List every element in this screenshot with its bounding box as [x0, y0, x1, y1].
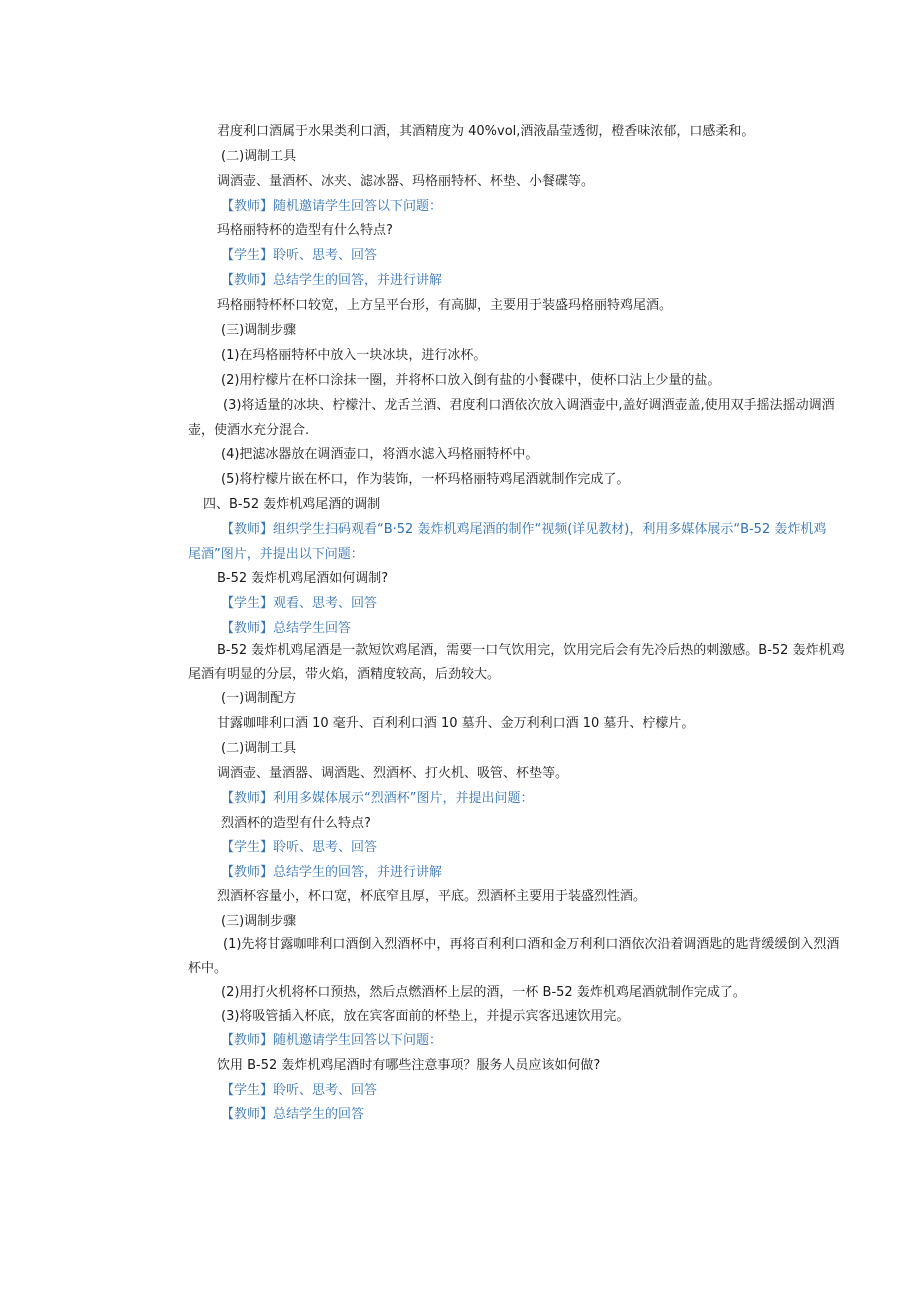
student-response: 【学生】聆听、思考、回答 [221, 1083, 378, 1098]
teacher-prompt: 【教师】随机邀请学生回答以下问题： [221, 1033, 443, 1048]
question-line: B-52 轰炸机鸡尾酒如何调制? [217, 571, 389, 586]
step-line: (2)用打火机将杯口预热，然后点燃酒杯上层的酒，一杯 B-52 轰炸机鸡尾酒就制作完成了。 [221, 985, 746, 1000]
teacher-prompt: 【教师】总结学生的回答，并进行讲解 [221, 273, 443, 288]
step-line: (1)在玛格丽特杯中放入一块冰块，进行冰杯。 [221, 348, 487, 363]
step-line: (2)用柠檬片在杯口涂抹一圈，并将杯口放入倒有盐的小餐碟中，使杯口沾上少量的盐。 [221, 373, 721, 388]
teacher-prompt: 【教师】利用多媒体展示“烈酒杯”图片，并提出问题： [221, 791, 534, 806]
step-line-continued: 杯中。 [188, 961, 228, 976]
section-heading: (一)调制配方 [221, 691, 297, 706]
paragraph-line: 调酒壶、量酒杯、冰夹、滤冰器、玛格丽特杯、杯垫、小餐碟等。 [217, 174, 595, 189]
step-line: (5)将柠檬片嵌在杯口，作为装饰，一杯玛格丽特鸡尾酒就制作完成了。 [221, 472, 630, 487]
teacher-prompt: 【教师】组织学生扫码观看“B·52 轰炸机鸡尾酒的制作“视频(详见教材)，利用多媒体展示“B-52 轰炸机鸡 [221, 522, 827, 537]
question-line: 玛格丽特杯的造型有什么特点? [217, 223, 393, 238]
paragraph-line: 烈酒杯容量小，杯口宽，杯底窄且厚，平底。烈酒杯主要用于装盛烈性酒。 [217, 889, 647, 904]
section-heading: (三)调制步骤 [221, 914, 297, 929]
step-line: (3)将吸管插入杯底，放在宾客面前的杯垫上，并提示宾客迅速饮用完。 [221, 1009, 630, 1024]
section-heading: (二)调制工具 [221, 149, 297, 164]
paragraph-line: 甘露咖啡利口酒 10 毫升、百利利口酒 10 墓升、金万利利口酒 10 墓升、柠檬片。 [217, 716, 695, 731]
teacher-prompt: 【教师】总结学生回答 [221, 621, 352, 636]
step-line: (1)先将甘露咖啡利口酒倒入烈酒杯中，再将百利利口酒和金万利利口酒依次沿着调酒匙的匙背缓缓倒入烈酒 [223, 937, 840, 952]
teacher-prompt: 【教师】随机邀请学生回答以下问题： [221, 199, 443, 214]
teacher-prompt-continued: 尾酒”图片，并提出以下问题： [188, 547, 364, 562]
step-line: (3)将适量的冰块、柠檬汁、龙舌兰酒、君度利口酒依次放入调酒壶中,盖好调酒壶盖,使用双手摇法摇动调酒 [223, 398, 835, 413]
student-response: 【学生】观看、思考、回答 [221, 596, 378, 611]
chapter-heading: 四、B-52 轰炸机鸡尾酒的调制 [203, 497, 381, 512]
paragraph-line: 玛格丽特杯杯口较宽，上方呈平台形，有高脚，主要用于装盛玛格丽特鸡尾酒。 [217, 298, 673, 313]
student-response: 【学生】聆听、思考、回答 [221, 248, 378, 263]
paragraph-line: B-52 轰炸机鸡尾酒是一款短饮鸡尾酒，需要一口气饮用完，饮用完后会有先冷后热的刺激感。B-52 轰炸机鸡 [217, 643, 845, 658]
paragraph-line-continued: 尾酒有明显的分层，带火焰，酒精度较高，后劲较大。 [188, 667, 501, 682]
question-line: 烈酒杯的造型有什么特点? [221, 816, 371, 831]
step-line-continued: 壶，使酒水充分混合. [188, 423, 310, 438]
step-line: (4)把滤冰器放在调酒壶口，将酒水滤入玛格丽特杯中。 [221, 447, 539, 462]
paragraph-line: 调酒壶、量酒器、调酒匙、烈酒杯、打火机、吸管、杯垫等。 [217, 766, 569, 781]
teacher-prompt: 【教师】总结学生的回答，并进行讲解 [221, 865, 443, 880]
question-line: 饮用 B-52 轰炸机鸡尾酒时有哪些注意事项？服务人员应该如何做? [217, 1058, 601, 1073]
teacher-prompt: 【教师】总结学生的回答 [221, 1107, 365, 1122]
student-response: 【学生】聆听、思考、回答 [221, 840, 378, 855]
section-heading: (二)调制工具 [221, 741, 297, 756]
paragraph-line: 君度利口酒属于水果类利口酒，其酒精度为 40%vol,酒液晶莹透彻，橙香味浓郁，口感柔和。 [217, 124, 755, 139]
section-heading: (三)调制步骤 [221, 323, 297, 338]
